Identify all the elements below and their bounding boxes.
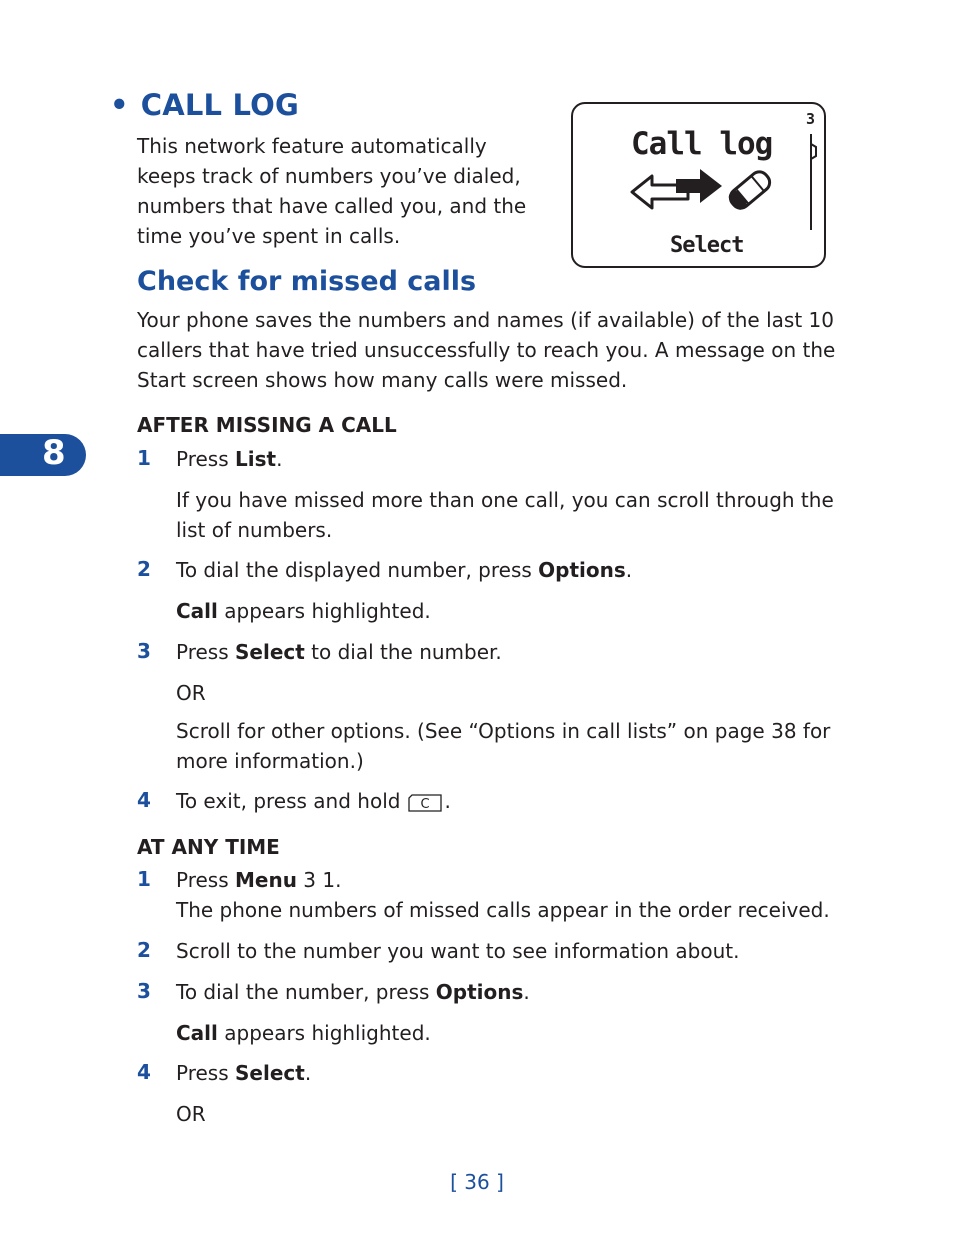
step-number: 4 <box>137 788 151 812</box>
key-label: Select <box>235 640 305 664</box>
after-missing-heading: AFTER MISSING A CALL <box>137 413 397 437</box>
step-number: 1 <box>137 446 151 470</box>
scrollbar-icon <box>806 134 820 234</box>
screen-softkey-select: Select <box>670 233 744 258</box>
subsection-text: Your phone saves the numbers and names (if available) of the last 10 callers that have tried unsuccessfully to reach you. A message on the Start screen shows how many calls were missed. <box>137 308 836 392</box>
step-note: Call appears highlighted. <box>176 1021 431 1045</box>
page-number: [ 36 ] <box>450 1170 504 1194</box>
any-time-heading: AT ANY TIME <box>137 835 280 859</box>
step-text: To dial the displayed number, press Options. <box>176 558 633 582</box>
step-number: 2 <box>137 557 151 581</box>
step-number: 2 <box>137 938 151 962</box>
key-label: List <box>235 447 277 471</box>
key-label: Call <box>176 599 218 623</box>
step-number: 4 <box>137 1060 151 1084</box>
screen-title: Call log <box>631 126 773 162</box>
key-label: Menu <box>235 868 297 892</box>
step-text: Press Select. <box>176 1061 312 1085</box>
key-label: Select <box>235 1061 305 1085</box>
step-note: If you have missed more than one call, you can scroll through the list of numbers. <box>176 488 834 542</box>
section-title-text: CALL LOG <box>140 88 300 122</box>
step-number: 3 <box>137 639 151 663</box>
step-text: To exit, press and hold C . <box>176 789 451 813</box>
bullet: • <box>110 88 129 122</box>
step-text: Press List. <box>176 447 283 471</box>
key-label: Options <box>435 980 524 1004</box>
step-text: To dial the number, press Options. <box>176 980 530 1004</box>
step-note: Scroll for other options. (See “Options in call lists” on page 38 for more information.) <box>176 719 831 773</box>
key-label: Call <box>176 1021 218 1045</box>
section-intro: This network feature automatically keeps track of numbers you’ve dialed, numbers that have called you, and the time you’ve spent in calls. <box>137 134 527 248</box>
step-note: Call appears highlighted. <box>176 599 431 623</box>
step-text: Scroll to the number you want to see information about. <box>176 939 740 963</box>
or-text: OR <box>176 681 206 705</box>
subsection-title: Check for missed calls <box>137 266 477 297</box>
step-number: 1 <box>137 867 151 891</box>
step-number: 3 <box>137 979 151 1003</box>
key-label: Options <box>538 558 626 582</box>
step-note: The phone numbers of missed calls appear in the order received. <box>176 898 830 922</box>
or-text: OR <box>176 1102 206 1126</box>
clear-key-label: C <box>420 796 430 812</box>
section-title <box>110 88 299 122</box>
clear-key-icon <box>408 791 442 811</box>
step-text: Press Menu 3 1. <box>176 868 342 892</box>
step-text: Press Select to dial the number. <box>176 640 502 664</box>
chapter-number: 8 <box>42 433 66 473</box>
call-log-arrows-phone-icon <box>630 166 776 212</box>
screen-index: 3 <box>806 110 816 128</box>
